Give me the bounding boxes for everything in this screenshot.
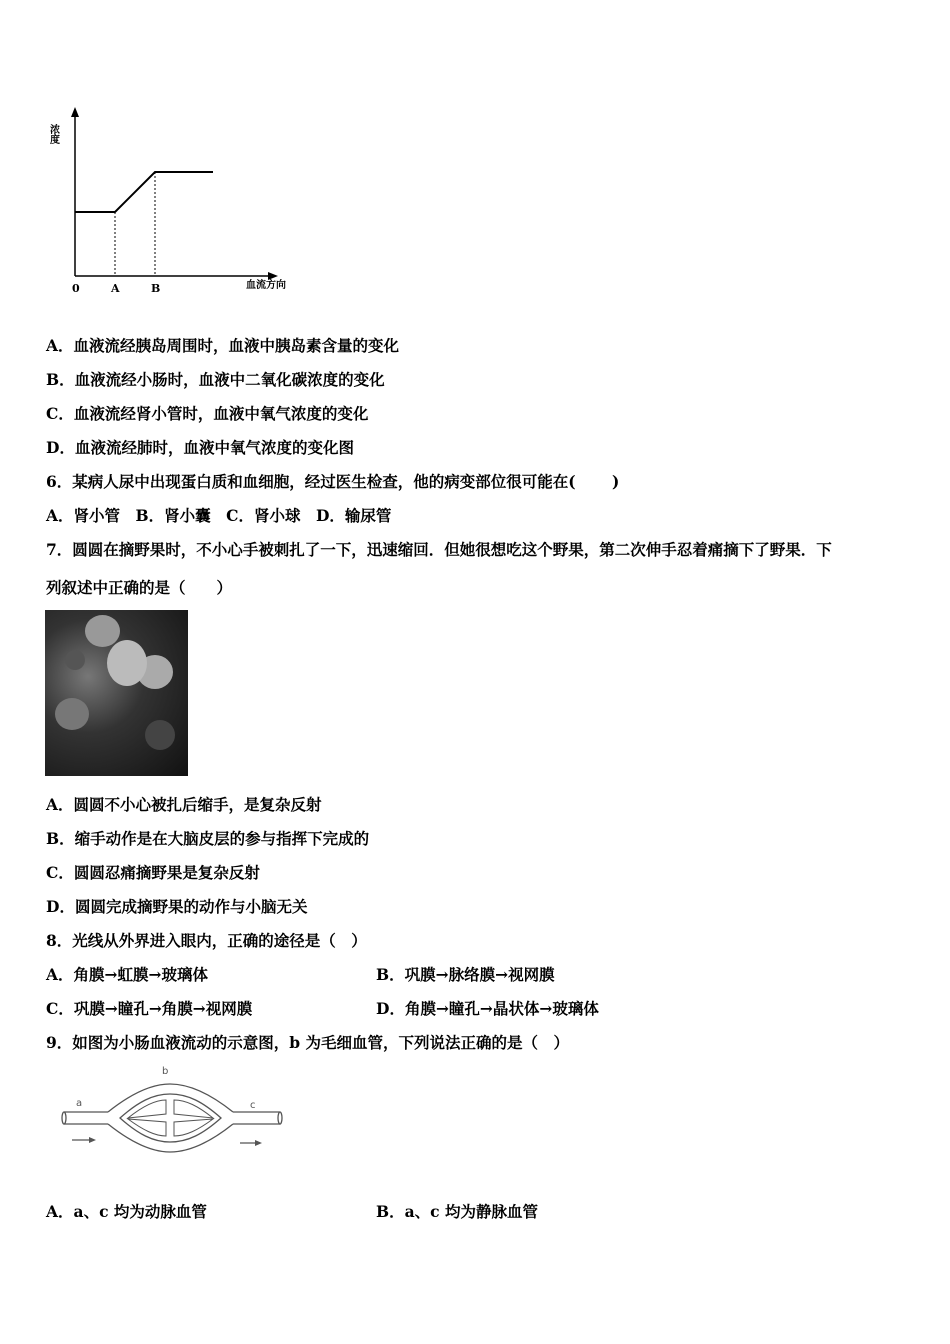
q6-stem: 6．某病人尿中出现蛋白质和血细胞，经过医生检查，他的病变部位很可能在( ) [46, 472, 620, 491]
x-axis-label: 血流方向 [246, 280, 286, 291]
q7-option-a: A．圆圆不小心被扎后缩手，是复杂反射 [46, 795, 322, 814]
q5-option-d: D．血液流经肺时，血液中氧气浓度的变化图 [46, 438, 354, 457]
y-axis-arrow [71, 107, 79, 117]
q8-stem: 8．光线从外界进入眼内，正确的途径是（ ） [46, 931, 367, 950]
q7-stem-line2: 列叙述中正确的是（ ） [46, 578, 233, 597]
q9-stem: 9．如图为小肠血液流动的示意图，b 为毛细血管，下列说法正确的是（ ） [46, 1033, 570, 1052]
q8-option-b: B．巩膜→脉络膜→视网膜 [376, 965, 555, 984]
origin-label: 0 [72, 282, 80, 295]
q8-option-a: A．角膜→虹膜→玻璃体 [46, 965, 209, 984]
concentration-curve [75, 172, 213, 212]
y-axis-label: 浓度 [47, 124, 59, 144]
concentration-graph [47, 102, 310, 302]
label-a: a [76, 1098, 83, 1109]
q9-option-a: A．a、c 均为动脉血管 [46, 1202, 207, 1221]
fruit-picking-photo [45, 610, 188, 776]
q5-option-b: B．血液流经小肠时，血液中二氧化碳浓度的变化 [46, 370, 385, 389]
q7-option-c: C．圆圆忍痛摘野果是复杂反射 [46, 863, 260, 882]
q5-option-c: C．血液流经肾小管时，血液中氧气浓度的变化 [46, 404, 369, 423]
vessel-diagram [58, 1062, 298, 1162]
q8-option-c: C．巩膜→瞳孔→角膜→视网膜 [46, 999, 253, 1018]
tick-b-label: B [151, 282, 161, 295]
x-axis-arrow [268, 272, 278, 280]
label-b: b [162, 1066, 169, 1077]
q5-option-a: A．血液流经胰岛周围时，血液中胰岛素含量的变化 [46, 336, 400, 355]
q9-option-b: B．a、c 均为静脉血管 [376, 1202, 538, 1221]
label-c: c [250, 1100, 256, 1111]
q7-option-d: D．圆圆完成摘野果的动作与小脑无关 [46, 897, 308, 916]
q7-stem-line1: 7．圆圆在摘野果时，不小心手被刺扎了一下，迅速缩回．但她很想吃这个野果，第二次伸手忍着痛摘下了野果．下 [46, 540, 832, 559]
q6-options: A．肾小管 B．肾小囊 C．肾小球 D．输尿管 [46, 506, 392, 525]
tick-a-label: A [111, 282, 120, 295]
q7-option-b: B．缩手动作是在大脑皮层的参与指挥下完成的 [46, 829, 370, 848]
q8-option-d: D．角膜→瞳孔→晶状体→玻璃体 [376, 999, 599, 1018]
